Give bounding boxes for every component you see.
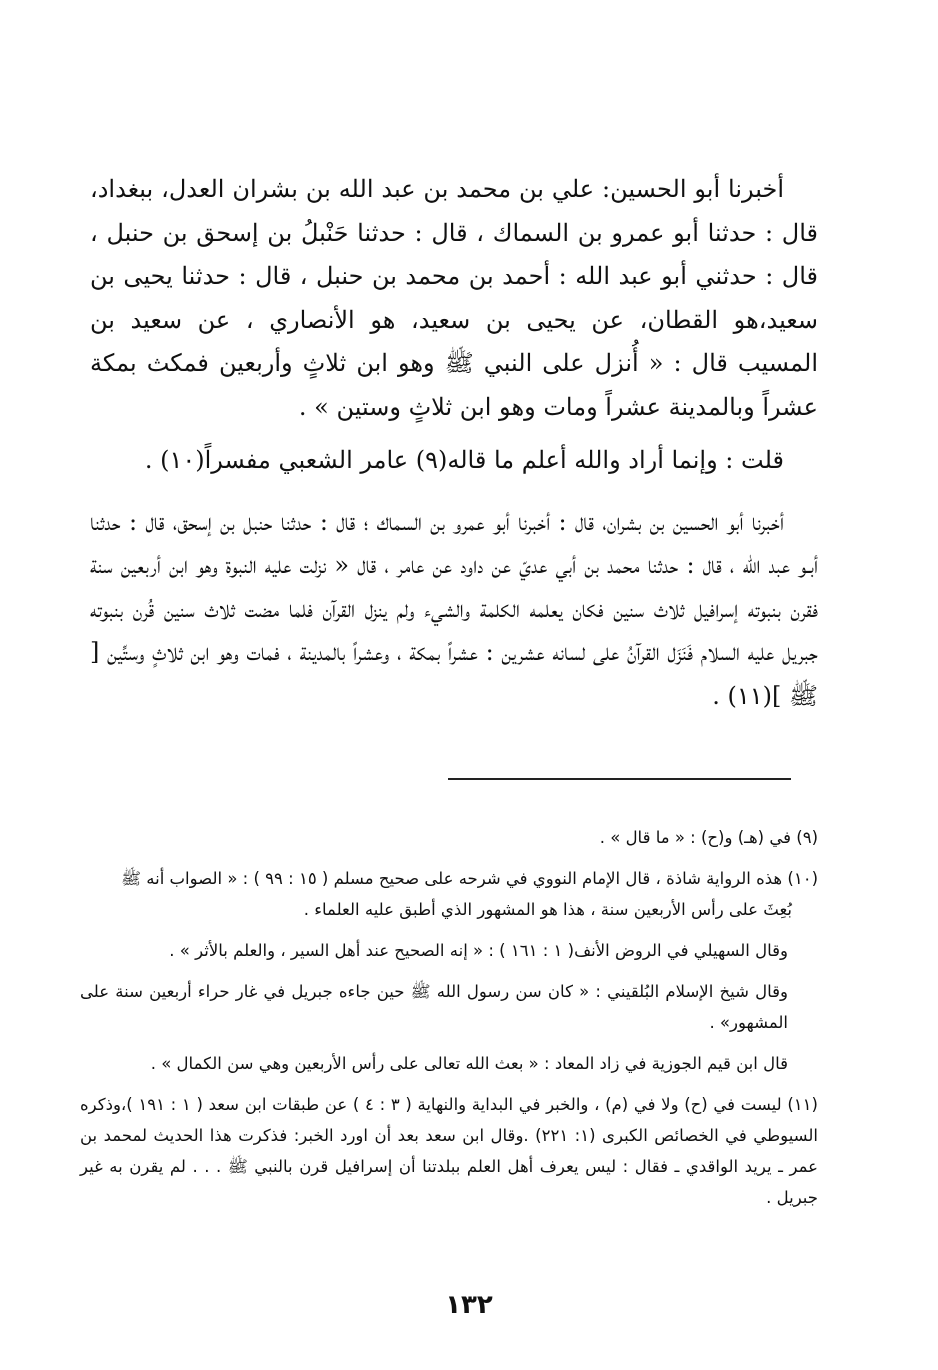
footnote-9: (٩) في (هـ) و(ح) : « ما قال » . <box>599 828 818 847</box>
page-number: ١٣٢ <box>445 1290 493 1320</box>
paragraph-hadith-1: أخبرنا أبو الحسين: علي بن محمد بن عبد الله بن بشران العدل، ببغداد، قال : حدثنا أبو عمرو بن السماك ، قال : حدثنا حَنْبلُ بن إسحق بن حنبل ، قال : حدثني أبو عبد الله : أحمد بن محمد بن حنبل ، قال : حدثنا يحيى بن سعيد،هو القطان، عن يحيى بن سعيد، هو الأنصاري ، عن سعيد بن المسيب قال : « أُنزل على النبي ﷺ وهو ابن ثلاثٍ وأربعين فمكث بمكة عشراً وبالمدينة عشراً ومات وهو ابن ثلاثٍ وستين » . <box>90 175 818 421</box>
footnote-10-suhayli: وقال السهيلي في الروض الأنف( ١ : ١٦١ ) : « إنه الصحيح عند أهل السير ، والعلم بالأثر » . <box>169 941 788 960</box>
footnote-10: (١٠) هذه الرواية شاذة ، قال الإمام النووي في شرحه على صحيح مسلم ( ١٥ : ٩٩ ) : « الصواب أنه ﷺ <box>121 869 818 888</box>
main-text-body <box>90 168 818 718</box>
paragraph-hadith-2: أخبرنا أبو الحسين بن بشران، قال : أخبرنا أبو عمرو بن السماك ؛ قال : حدثنا حنبل بن إسحق، قال : حدثنا أبـو عبد الله ، قال : حدثنا محمد بن أبي عديّ عن داود عن عامر ، قال « نزلت عليه النبوة وهو ابن أربعين سنة فقرن بنبوته إسرافيل ثلاث سنين فكان يعلمه الكلمة والشيء ولم ينزل القرآن فلما مضت ثلاث سنين قُرن بنبوته جبريل عليه السلام فَنَزَل القرآنُ على لسانه عشرين : عشراً بمكة ، وعشراً بالمدينة ، فمات وهو ابن ثلاثٍ وستِّين [ ﷺ ](١١) . <box>90 507 819 710</box>
footnote-10-ibn-qayyim: قال ابن قيم الجوزية في زاد المعاد : « بعث الله تعالى على رأس الأربعين وهي سن الكمال » . <box>150 1054 788 1073</box>
footnote-10-bulqini: وقال شيخ الإسلام البُلقيني : « كان سن رسول الله ﷺ حين جاءه جبريل في غار حراء أربعين سنة على المشهور» . <box>80 982 788 1032</box>
footnote-11: (١١) ليست في (ح) ولا في (م) ، والخبر في البداية والنهاية ( ٣ : ٤ ) عن طبقات ابن سعد ( ١ : ١٩١ )،وذكره السيوطي في الخصائص الكبرى (١: ٢٢١) .وقال ابن سعد بعد أن اورد الخبر: فذكرت هذا الحديث لمحمد بن عمر ـ يريد الواقدي ـ فقال : ليس يعرف أهل العلم ببلدتنا أن إسرافيل قرن بالنبي ﷺ . . . لم يقرن به غير جبريل . <box>80 1095 819 1207</box>
footnote-10-continuation: بُعِثَ على رأس الأربعين سنة ، هذا هو المشهور الذي أطبق عليه العلماء . <box>303 900 792 919</box>
footnote-separator <box>448 778 791 780</box>
paragraph-commentary: قلت : وإنما أراد والله أعلم ما قاله(٩) عامر الشعبي مفسراً(١٠) . <box>144 446 784 474</box>
footnotes-section <box>80 822 818 1223</box>
